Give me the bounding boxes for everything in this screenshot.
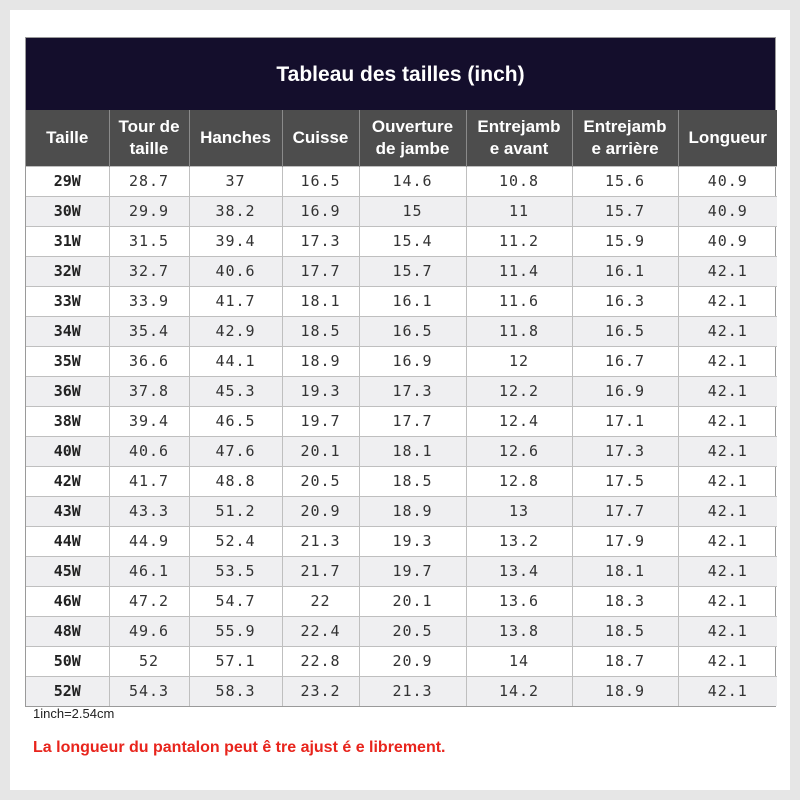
size-label-cell: 45W xyxy=(26,556,109,586)
measurement-cell: 40.9 xyxy=(678,196,777,226)
measurement-cell: 13.2 xyxy=(466,526,572,556)
measurement-cell: 16.5 xyxy=(359,316,466,346)
size-label-cell: 33W xyxy=(26,286,109,316)
measurement-cell: 17.7 xyxy=(282,256,359,286)
measurement-cell: 21.7 xyxy=(282,556,359,586)
size-chart-sheet xyxy=(10,10,790,790)
measurement-cell: 33.9 xyxy=(109,286,189,316)
measurement-cell: 17.9 xyxy=(572,526,678,556)
measurement-cell: 11.4 xyxy=(466,256,572,286)
column-header-line: Entrejamb xyxy=(583,116,667,136)
measurement-cell: 16.9 xyxy=(282,196,359,226)
measurement-cell: 21.3 xyxy=(359,676,466,706)
measurement-cell: 18.7 xyxy=(572,646,678,676)
measurement-cell: 19.3 xyxy=(359,526,466,556)
measurement-cell: 18.1 xyxy=(572,556,678,586)
measurement-cell: 39.4 xyxy=(109,406,189,436)
measurement-cell: 19.7 xyxy=(359,556,466,586)
column-header-line: Longueur xyxy=(688,127,767,147)
measurement-cell: 42.1 xyxy=(678,496,777,526)
measurement-cell: 58.3 xyxy=(189,676,282,706)
measurement-cell: 18.9 xyxy=(282,346,359,376)
measurement-cell: 14.2 xyxy=(466,676,572,706)
measurement-cell: 22.8 xyxy=(282,646,359,676)
measurement-cell: 42.9 xyxy=(189,316,282,346)
size-label-cell: 40W xyxy=(26,436,109,466)
measurement-cell: 15 xyxy=(359,196,466,226)
table-row xyxy=(26,346,777,376)
column-header-line: Hanches xyxy=(200,127,271,147)
measurement-cell: 44.1 xyxy=(189,346,282,376)
size-label-cell: 30W xyxy=(26,196,109,226)
column-header xyxy=(359,110,466,166)
table-row xyxy=(26,466,777,496)
measurement-cell: 12 xyxy=(466,346,572,376)
measurement-cell: 11.8 xyxy=(466,316,572,346)
measurement-cell: 42.1 xyxy=(678,376,777,406)
measurement-cell: 16.1 xyxy=(359,286,466,316)
size-table xyxy=(26,110,777,706)
measurement-cell: 47.2 xyxy=(109,586,189,616)
table-row xyxy=(26,526,777,556)
size-label-cell: 48W xyxy=(26,616,109,646)
table-row xyxy=(26,376,777,406)
measurement-cell: 16.9 xyxy=(359,346,466,376)
measurement-cell: 57.1 xyxy=(189,646,282,676)
size-label-cell: 38W xyxy=(26,406,109,436)
measurement-cell: 15.6 xyxy=(572,166,678,196)
measurement-cell: 48.8 xyxy=(189,466,282,496)
column-header-line: Entrejamb xyxy=(477,116,561,136)
measurement-cell: 42.1 xyxy=(678,436,777,466)
column-header-line: e arrière xyxy=(591,138,659,158)
table-row xyxy=(26,316,777,346)
measurement-cell: 18.1 xyxy=(359,436,466,466)
measurement-cell: 17.3 xyxy=(572,436,678,466)
measurement-cell: 52.4 xyxy=(189,526,282,556)
measurement-cell: 49.6 xyxy=(109,616,189,646)
measurement-cell: 18.3 xyxy=(572,586,678,616)
measurement-cell: 40.9 xyxy=(678,226,777,256)
measurement-cell: 17.7 xyxy=(572,496,678,526)
measurement-cell: 16.3 xyxy=(572,286,678,316)
table-header-row xyxy=(26,110,777,166)
size-label-cell: 34W xyxy=(26,316,109,346)
measurement-cell: 20.5 xyxy=(282,466,359,496)
measurement-cell: 12.8 xyxy=(466,466,572,496)
measurement-cell: 18.9 xyxy=(359,496,466,526)
column-header-line: Taille xyxy=(46,127,89,147)
measurement-cell: 16.1 xyxy=(572,256,678,286)
chart-title: Tableau des tailles (inch) xyxy=(26,38,775,110)
measurement-cell: 20.1 xyxy=(282,436,359,466)
measurement-cell: 19.7 xyxy=(282,406,359,436)
table-row xyxy=(26,286,777,316)
table-row xyxy=(26,436,777,466)
measurement-cell: 42.1 xyxy=(678,346,777,376)
measurement-cell: 39.4 xyxy=(189,226,282,256)
measurement-cell: 11 xyxy=(466,196,572,226)
table-row xyxy=(26,676,777,706)
table-row xyxy=(26,256,777,286)
measurement-cell: 18.1 xyxy=(282,286,359,316)
column-header xyxy=(572,110,678,166)
column-header-line: taille xyxy=(129,138,169,158)
measurement-cell: 42.1 xyxy=(678,556,777,586)
measurement-cell: 36.6 xyxy=(109,346,189,376)
column-header-line: de jambe xyxy=(375,138,450,158)
measurement-cell: 54.7 xyxy=(189,586,282,616)
measurement-cell: 12.2 xyxy=(466,376,572,406)
measurement-cell: 40.6 xyxy=(189,256,282,286)
measurement-cell: 12.6 xyxy=(466,436,572,466)
measurement-cell: 10.8 xyxy=(466,166,572,196)
measurement-cell: 16.5 xyxy=(572,316,678,346)
measurement-cell: 38.2 xyxy=(189,196,282,226)
size-label-cell: 43W xyxy=(26,496,109,526)
measurement-cell: 22.4 xyxy=(282,616,359,646)
measurement-cell: 15.7 xyxy=(572,196,678,226)
size-label-cell: 42W xyxy=(26,466,109,496)
measurement-cell: 37 xyxy=(189,166,282,196)
measurement-cell: 13.8 xyxy=(466,616,572,646)
measurement-cell: 12.4 xyxy=(466,406,572,436)
column-header xyxy=(678,110,777,166)
measurement-cell: 29.9 xyxy=(109,196,189,226)
measurement-cell: 20.9 xyxy=(359,646,466,676)
measurement-cell: 40.6 xyxy=(109,436,189,466)
measurement-cell: 32.7 xyxy=(109,256,189,286)
measurement-cell: 18.5 xyxy=(572,616,678,646)
size-label-cell: 32W xyxy=(26,256,109,286)
measurement-cell: 41.7 xyxy=(189,286,282,316)
table-row xyxy=(26,166,777,196)
measurement-cell: 16.5 xyxy=(282,166,359,196)
measurement-cell: 22 xyxy=(282,586,359,616)
table-row xyxy=(26,616,777,646)
measurement-cell: 18.9 xyxy=(572,676,678,706)
measurement-cell: 41.7 xyxy=(109,466,189,496)
measurement-cell: 15.9 xyxy=(572,226,678,256)
measurement-cell: 21.3 xyxy=(282,526,359,556)
measurement-cell: 37.8 xyxy=(109,376,189,406)
measurement-cell: 13.4 xyxy=(466,556,572,586)
measurement-cell: 44.9 xyxy=(109,526,189,556)
measurement-cell: 42.1 xyxy=(678,646,777,676)
measurement-cell: 13 xyxy=(466,496,572,526)
measurement-cell: 15.7 xyxy=(359,256,466,286)
column-header-line: Ouverture xyxy=(371,116,454,136)
measurement-cell: 20.1 xyxy=(359,586,466,616)
column-header xyxy=(109,110,189,166)
measurement-cell: 28.7 xyxy=(109,166,189,196)
size-label-cell: 29W xyxy=(26,166,109,196)
column-header xyxy=(282,110,359,166)
measurement-cell: 54.3 xyxy=(109,676,189,706)
column-header xyxy=(466,110,572,166)
size-label-cell: 50W xyxy=(26,646,109,676)
measurement-cell: 42.1 xyxy=(678,466,777,496)
table-row xyxy=(26,226,777,256)
measurement-cell: 45.3 xyxy=(189,376,282,406)
measurement-cell: 20.9 xyxy=(282,496,359,526)
measurement-cell: 42.1 xyxy=(678,316,777,346)
table-row xyxy=(26,406,777,436)
size-label-cell: 44W xyxy=(26,526,109,556)
conversion-note: 1inch=2.54cm xyxy=(33,706,115,721)
size-label-cell: 36W xyxy=(26,376,109,406)
size-label-cell: 46W xyxy=(26,586,109,616)
measurement-cell: 20.5 xyxy=(359,616,466,646)
column-header-line: Tour de xyxy=(118,116,180,136)
table-row xyxy=(26,496,777,526)
measurement-cell: 18.5 xyxy=(282,316,359,346)
measurement-cell: 46.1 xyxy=(109,556,189,586)
measurement-cell: 16.9 xyxy=(572,376,678,406)
measurement-cell: 17.1 xyxy=(572,406,678,436)
table-row xyxy=(26,556,777,586)
measurement-cell: 35.4 xyxy=(109,316,189,346)
measurement-cell: 42.1 xyxy=(678,616,777,646)
measurement-cell: 15.4 xyxy=(359,226,466,256)
size-label-cell: 31W xyxy=(26,226,109,256)
table-row xyxy=(26,196,777,226)
measurement-cell: 17.3 xyxy=(282,226,359,256)
measurement-cell: 18.5 xyxy=(359,466,466,496)
measurement-cell: 46.5 xyxy=(189,406,282,436)
column-header-line: Cuisse xyxy=(292,127,349,147)
column-header-line: e avant xyxy=(489,138,549,158)
measurement-cell: 42.1 xyxy=(678,526,777,556)
measurement-cell: 11.2 xyxy=(466,226,572,256)
measurement-cell: 42.1 xyxy=(678,586,777,616)
measurement-cell: 43.3 xyxy=(109,496,189,526)
column-header xyxy=(189,110,282,166)
measurement-cell: 17.7 xyxy=(359,406,466,436)
measurement-cell: 42.1 xyxy=(678,286,777,316)
measurement-cell: 14 xyxy=(466,646,572,676)
table-row xyxy=(26,586,777,616)
measurement-cell: 17.3 xyxy=(359,376,466,406)
size-chart xyxy=(25,37,776,707)
table-row xyxy=(26,646,777,676)
measurement-cell: 23.2 xyxy=(282,676,359,706)
measurement-cell: 53.5 xyxy=(189,556,282,586)
measurement-cell: 31.5 xyxy=(109,226,189,256)
measurement-cell: 55.9 xyxy=(189,616,282,646)
length-adjust-warning: La longueur du pantalon peut ê tre ajust é e librement. xyxy=(33,739,446,756)
measurement-cell: 14.6 xyxy=(359,166,466,196)
measurement-cell: 42.1 xyxy=(678,406,777,436)
size-label-cell: 52W xyxy=(26,676,109,706)
measurement-cell: 16.7 xyxy=(572,346,678,376)
measurement-cell: 17.5 xyxy=(572,466,678,496)
measurement-cell: 47.6 xyxy=(189,436,282,466)
size-label-cell: 35W xyxy=(26,346,109,376)
measurement-cell: 42.1 xyxy=(678,676,777,706)
measurement-cell: 13.6 xyxy=(466,586,572,616)
measurement-cell: 19.3 xyxy=(282,376,359,406)
table-body xyxy=(26,166,777,706)
measurement-cell: 11.6 xyxy=(466,286,572,316)
measurement-cell: 51.2 xyxy=(189,496,282,526)
column-header xyxy=(26,110,109,166)
measurement-cell: 42.1 xyxy=(678,256,777,286)
measurement-cell: 52 xyxy=(109,646,189,676)
measurement-cell: 40.9 xyxy=(678,166,777,196)
